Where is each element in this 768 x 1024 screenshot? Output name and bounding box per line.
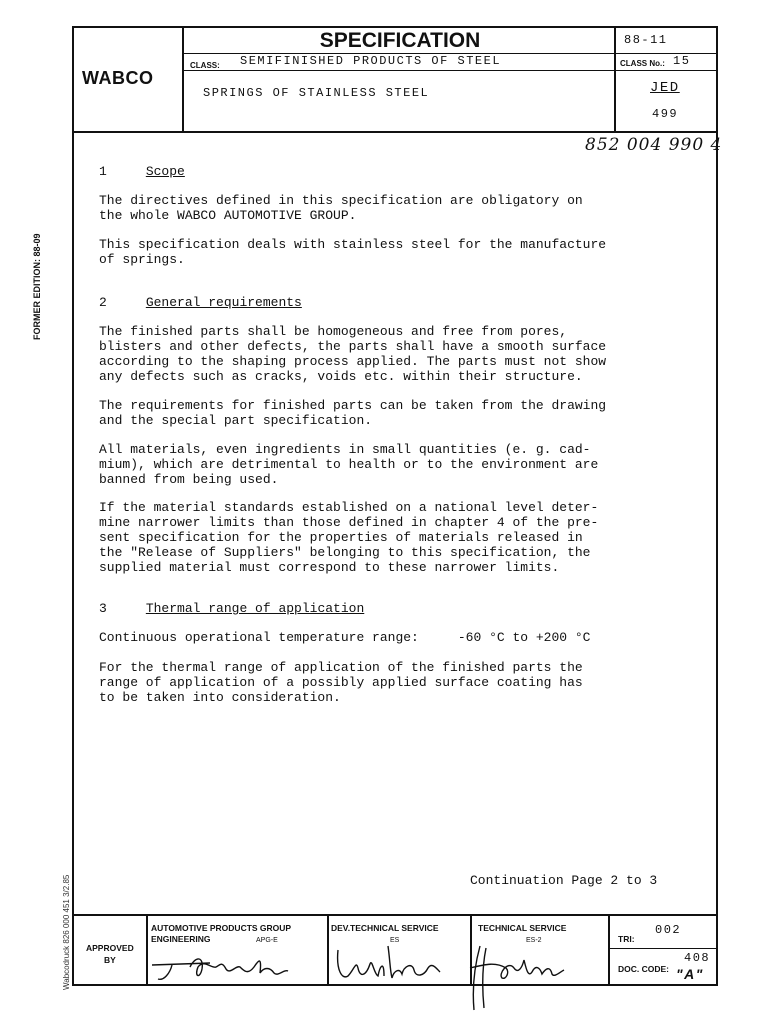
doc-code-revision: "A"	[676, 966, 704, 982]
class-no-value: 15	[673, 54, 691, 68]
footer-col1-code: APG-E	[256, 937, 278, 944]
code-top: JED	[650, 80, 680, 96]
continuation-note: Continuation Page 2 to 3	[470, 873, 658, 888]
footer-col2-code: ES	[390, 937, 400, 944]
section-2-paragraph-4: If the material standards established on a national level deter- mine narrower limits than those defined in chapter 4 of the pre- sent specification for the properties of materials released in the "Release of Suppliers" belonging to this specification, the supplied material must correspond to these narrower limits.	[99, 500, 599, 575]
signature-apg-e	[150, 945, 326, 985]
approved-by-label: APPROVED BY	[86, 943, 134, 965]
document-number: 852 004 990 4	[585, 135, 723, 155]
temperature-range-line: Continuous operational temperature range: -60 °C to +200 °C	[99, 630, 591, 645]
section-2-number: 2	[99, 295, 107, 310]
footer-col3-code: ES-2	[526, 937, 542, 944]
section-2-title: General requirements	[145, 295, 302, 310]
tri-label: TRI:	[618, 934, 635, 944]
class-value: SEMIFINISHED PRODUCTS OF STEEL	[240, 54, 502, 68]
section-3-heading	[99, 601, 364, 616]
footer-col2-title: DEV.TECHNICAL SERVICE	[331, 923, 439, 933]
former-edition-label: FORMER EDITION: 88-09	[32, 233, 42, 340]
document-title: SPECIFICATION	[319, 29, 481, 52]
signature-es	[332, 940, 468, 986]
footer-doccode-line	[608, 948, 718, 949]
footer-col3-title: TECHNICAL SERVICE	[478, 923, 567, 933]
header-line-class	[182, 70, 718, 71]
code-bottom: 499	[652, 107, 679, 121]
section-1-heading	[99, 164, 185, 179]
print-code: Wabcodruck 826 000 451 3/2.85	[62, 874, 71, 990]
class-label: CLASS:	[190, 61, 220, 70]
wabco-logo: WABCO	[82, 68, 154, 88]
footer-divider-1	[146, 914, 148, 986]
section-3-title: Thermal range of application	[145, 601, 365, 616]
section-1-number: 1	[99, 164, 107, 179]
issue-date: 88-11	[624, 33, 668, 47]
tri-value: 002	[655, 923, 682, 937]
doc-code-value: 408	[684, 951, 711, 965]
section-1-paragraph-1: The directives defined in this specification are obligatory on the whole WABCO AUTOMOTIVE GROUP.	[99, 193, 583, 223]
section-1-title: Scope	[145, 164, 185, 179]
section-3-paragraph-2: For the thermal range of application of the finished parts the range of application of a possibly applied surface coating has to be taken into consideration.	[99, 660, 583, 705]
header-bottom-line	[72, 131, 718, 133]
section-3-number: 3	[99, 601, 107, 616]
header-divider-logo	[182, 26, 184, 132]
footer-col1-title: AUTOMOTIVE PRODUCTS GROUP ENGINEERING	[151, 923, 292, 944]
footer-divider-4	[608, 914, 610, 986]
section-2-heading	[99, 295, 302, 310]
header-divider-right	[614, 26, 616, 132]
doc-code-label: DOC. CODE:	[618, 964, 669, 974]
class-no-label: CLASS No.:	[620, 59, 665, 68]
signature-es-2	[466, 938, 606, 1014]
section-2-paragraph-1: The finished parts shall be homogeneous and free from pores, blisters and other defects, the parts shall have a smooth surface according to the shaping process applied. The parts must not show any defects such as cracks, voids etc. within their structure.	[99, 324, 607, 384]
section-2-paragraph-3: All materials, even ingredients in small quantities (e. g. cad- mium), which are detrimental to health or to the environment are banned from being used.	[99, 442, 599, 487]
section-1-paragraph-2: This specification deals with stainless steel for the manufacture of springs.	[99, 237, 607, 267]
footer-divider-2	[327, 914, 329, 986]
footer-top-line	[72, 914, 718, 916]
subject-title: SPRINGS OF STAINLESS STEEL	[203, 86, 430, 100]
section-2-paragraph-2: The requirements for finished parts can be taken from the drawing and the special part specification.	[99, 398, 607, 428]
